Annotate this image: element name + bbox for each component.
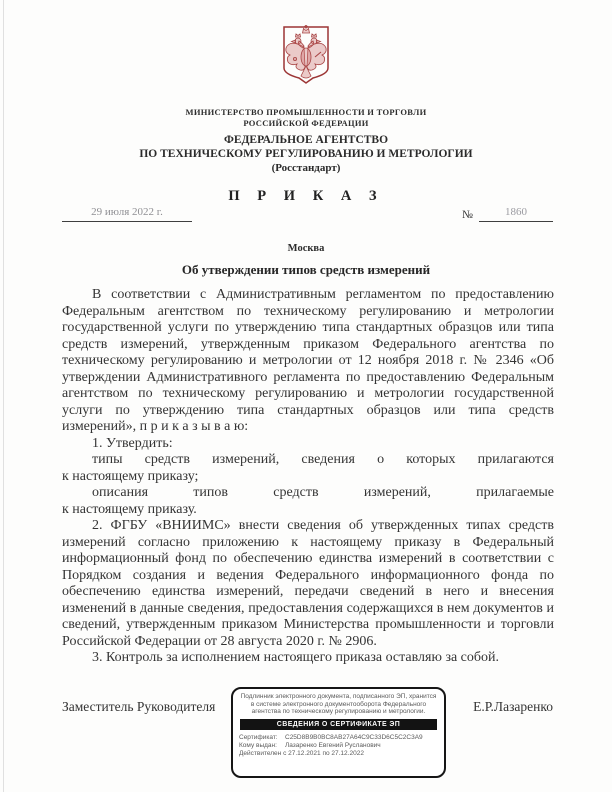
issued-to-value: Лазаренко Евгений Русланович xyxy=(285,742,381,749)
order-title: Об утверждении типов средств измерений xyxy=(181,262,431,277)
order-number-field: 1860 xyxy=(479,206,553,222)
document-type-heading: П Р И К А З xyxy=(228,188,384,204)
ministry-header xyxy=(0,107,612,128)
ministry-line-2: РОССИЙСКОЙ ФЕДЕРАЦИИ xyxy=(243,117,369,128)
ministry-line-1: МИНИСТЕРСТВО ПРОМЫШЛЕННОСТИ И ТОРГОВЛИ xyxy=(185,107,427,117)
paragraph-intro: В соответствии с Административным регламентом по предоставлению Федеральным агентством по техническому регулированию и метрологии государственной услуги по утверждению типа стандартных образцов или типа средств измерений, утвержденным приказом Федерального агентства по техническому регулированию и метрологии от 12 ноября 2018 г. № 2346 «Об утверждении Административного регламента по предоставлению Федеральным агентством по техническому регулированию и метрологии государственной услуги по утверждению типа стандартных образцов или типа средств измерений», п р и к а з ы в а ю: xyxy=(62,287,554,434)
stamp-certificate-fields xyxy=(239,734,438,758)
agency-line-2: ПО ТЕХНИЧЕСКОМУ РЕГУЛИРОВАНИЮ И МЕТРОЛОГИИ xyxy=(139,148,473,160)
clause-2: 2. ФГБУ «ВНИИМС» внести сведения об утвержденных типах средств измерений согласно приложению к настоящему приказу в Федеральный информационный фонд по обеспечению единства измерений в соответствии с Порядком создания и ведения Федерального информационного фонда по обеспечению единства измерений, передачи сведений в него и внесения изменений в данные сведения, предоставления содержащихся в нем документов и сведений, утвержденным приказом Министерства промышленности и торговли Российской Федерации от 28 августа 2020 г. № 2906. xyxy=(62,518,554,649)
clause-1b-line-1: описания типов средств измерений, прилагаемые xyxy=(92,485,554,500)
clause-3: 3. Контроль за исполнением настоящего приказа оставляю за собой. xyxy=(92,650,500,665)
clause-1a-line-2: к настоящему приказу; xyxy=(62,468,199,484)
order-date-field: 29 июля 2022 г. xyxy=(62,206,192,222)
agency-short-name: (Росстандарт) xyxy=(271,162,341,174)
signatory-position: Заместитель Руководителя xyxy=(62,699,216,714)
clause-1: 1. Утвердить: xyxy=(92,435,173,451)
order-body xyxy=(62,287,554,667)
russia-coat-of-arms-icon xyxy=(280,24,332,86)
electronic-signature-stamp xyxy=(231,687,446,778)
clause-1a-line-1: типы средств измерений, сведения о которых прилагаются xyxy=(92,452,554,467)
stamp-certificate-bar: СВЕДЕНИЯ О СЕРТИФИКАТЕ ЭП xyxy=(240,719,437,731)
signatory-name: Е.Р.Лазаренко xyxy=(473,699,553,714)
stamp-validity-row: Действителен с 27.12.2021 по 27.12.2022 xyxy=(239,750,364,757)
number-sign-label: № xyxy=(462,209,473,221)
stamp-issued-row xyxy=(239,742,438,750)
issue-city: Москва xyxy=(287,243,325,254)
certificate-label: Сертификат: xyxy=(239,734,278,741)
certificate-value: C25D8B9B0BC8AB27A64C9C33D6C5C2C3A9 xyxy=(285,734,423,741)
agency-line-1: ФЕДЕРАЛЬНОЕ АГЕНТСТВО xyxy=(223,134,389,146)
issued-to-label: Кому выдан: xyxy=(239,742,277,749)
clause-1b-line-2: к настоящему приказу. xyxy=(62,501,197,517)
agency-header xyxy=(0,133,612,175)
stamp-note: Подлинник электронного документа, подписанного ЭП, хранится в системе электронного документооборота Федерального агентства по техническому регулированию и метрологии. xyxy=(240,693,437,715)
stamp-certificate-row xyxy=(239,734,438,742)
